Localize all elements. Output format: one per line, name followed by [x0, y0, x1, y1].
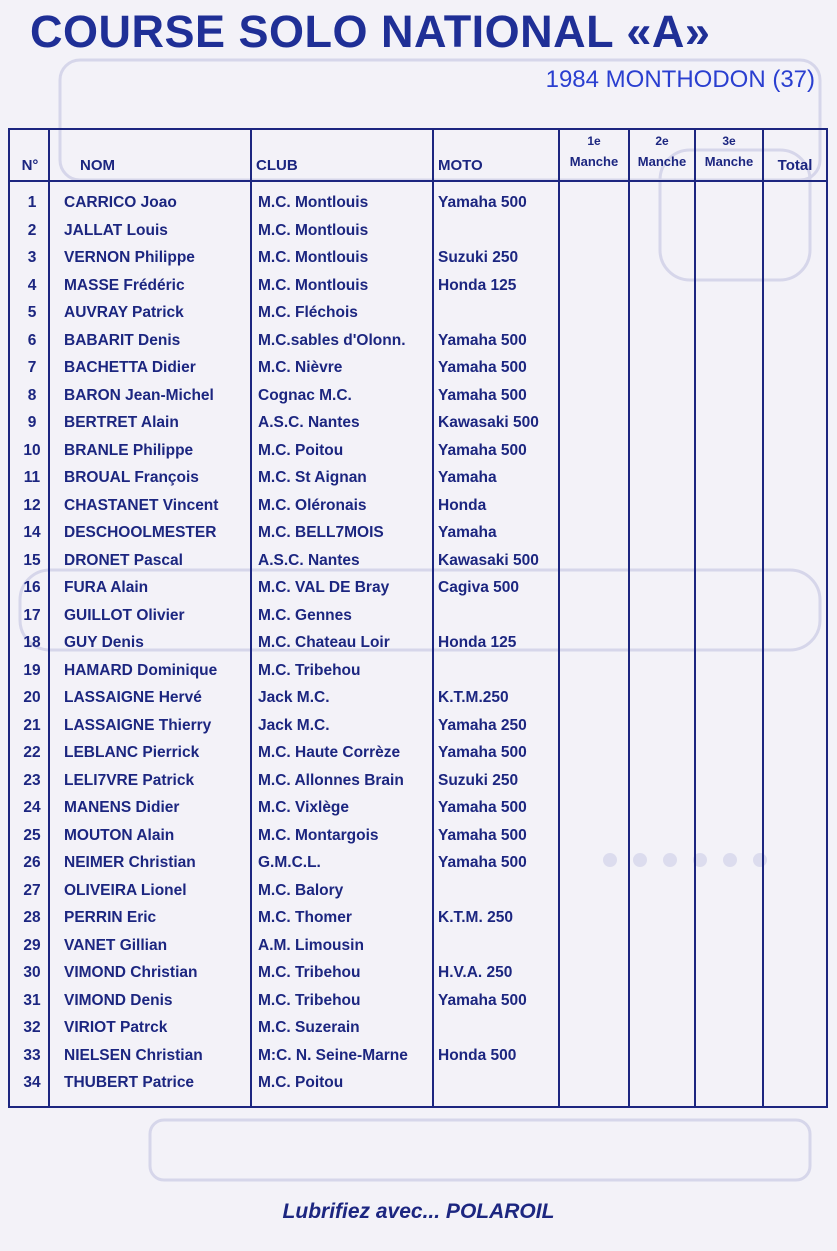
header-manche-3	[696, 130, 762, 180]
rider-name: CHASTANET Vincent	[64, 496, 219, 514]
rider-number: 31	[23, 991, 41, 1009]
rider-name: MANENS Didier	[64, 799, 180, 816]
table-row	[10, 988, 826, 1016]
rider-name: BACHETTA Didier	[64, 359, 196, 376]
rider-number: 28	[23, 909, 41, 926]
table-row	[10, 768, 826, 796]
rider-club: M.C. Tribehou	[258, 964, 361, 981]
rider-number: 34	[23, 1074, 41, 1091]
table-row	[10, 630, 826, 658]
rider-name: VANET Gillian	[64, 936, 168, 954]
rider-name: NEIMER Christian	[64, 854, 196, 871]
table-row	[10, 273, 826, 301]
header-divider	[10, 180, 826, 182]
table-row	[10, 328, 826, 356]
rider-number: 3	[27, 249, 37, 266]
manche-3-number: 3e	[722, 134, 736, 148]
rider-club: M.C. VAL DE Bray	[258, 579, 390, 596]
table-row	[10, 740, 826, 768]
rider-moto: Yamaha 250	[438, 716, 527, 734]
table-row	[10, 493, 826, 521]
table-row	[10, 520, 826, 548]
rider-number: 7	[27, 359, 37, 376]
table-row	[10, 960, 826, 988]
rider-club: M.C. BELL7MOIS	[258, 524, 384, 541]
rider-name: CARRICO Joao	[64, 194, 177, 211]
rider-club: Cognac M.C.	[258, 386, 352, 404]
rider-club: M.C. Oléronais	[258, 496, 367, 514]
header-moto: MOTO	[438, 157, 483, 174]
rider-number: 30	[23, 964, 41, 981]
rider-name: HAMARD Dominique	[64, 661, 218, 679]
rider-number: 17	[23, 606, 41, 624]
rider-club: M.C.sables d'Olonn.	[258, 331, 406, 349]
table-row	[10, 933, 826, 961]
rider-name: LELI7VRE Patrick	[64, 771, 195, 789]
rider-club: A.S.C. Nantes	[258, 414, 360, 431]
rider-club: M.C. Montargois	[258, 826, 379, 844]
header-num: N°	[21, 157, 39, 174]
rider-number: 23	[23, 771, 41, 789]
rider-club: M.C. Allonnes Brain	[258, 771, 404, 789]
rider-name: MASSE Frédéric	[64, 276, 185, 294]
rider-club: A.M. Limousin	[258, 936, 364, 954]
rider-name: NIELSEN Christian	[64, 1046, 203, 1064]
rider-moto: Yamaha 500	[438, 194, 527, 211]
rider-number: 8	[27, 386, 37, 404]
manche-2-label: Manche	[637, 154, 687, 169]
rider-number: 14	[23, 524, 41, 541]
rider-name: JALLAT Louis	[64, 221, 168, 239]
rider-number: 15	[23, 551, 41, 569]
table-row	[10, 658, 826, 686]
rider-moto: Suzuki 250	[438, 249, 519, 266]
rider-name: PERRIN Eric	[64, 909, 157, 926]
rider-club: M.C. Gennes	[258, 606, 352, 624]
rider-number: 24	[23, 799, 41, 816]
rider-number: 12	[23, 496, 41, 514]
table-row	[10, 850, 826, 878]
rider-moto: Yamaha 500	[438, 799, 527, 816]
rider-name: OLIVEIRA Lionel	[64, 881, 187, 899]
rider-number: 19	[23, 661, 41, 679]
table-row	[10, 410, 826, 438]
table-row	[10, 878, 826, 906]
rider-name: BABARIT Denis	[64, 331, 181, 349]
rider-moto: Yamaha 500	[438, 826, 527, 844]
rider-moto: Kawasaki 500	[438, 414, 539, 431]
rider-name: BROUAL François	[64, 469, 199, 486]
rider-club: M.C. Suzerain	[258, 1019, 360, 1036]
table-row	[10, 575, 826, 603]
rider-moto: Yamaha 500	[438, 854, 527, 871]
rider-club: M.C. Montlouis	[258, 221, 369, 239]
entry-table	[8, 128, 828, 1108]
table-row	[10, 823, 826, 851]
rider-club: M.C. Montlouis	[258, 276, 369, 294]
rider-moto: Yamaha 500	[438, 441, 527, 459]
rider-name: GUY Denis	[64, 634, 144, 651]
rider-name: BRANLE Philippe	[64, 441, 194, 459]
rider-moto: Cagiva 500	[438, 579, 519, 596]
table-row	[10, 1070, 826, 1098]
rider-moto: Yamaha	[438, 524, 497, 541]
rider-name: LASSAIGNE Hervé	[64, 689, 202, 706]
table-row	[10, 438, 826, 466]
rider-name: BARON Jean-Michel	[64, 386, 214, 404]
rider-moto: Honda 125	[438, 634, 517, 651]
table-row	[10, 300, 826, 328]
rider-number: 18	[23, 634, 41, 651]
rider-moto: Yamaha	[438, 469, 497, 486]
header-manche-2	[630, 130, 694, 180]
rider-club: M.C. Tribehou	[258, 991, 361, 1009]
rider-club: M.C. Montlouis	[258, 194, 369, 211]
manche-3-label: Manche	[704, 154, 754, 169]
rider-number: 29	[23, 936, 41, 954]
rider-moto: Honda	[438, 496, 487, 514]
rider-club: M.C. Chateau Loir	[258, 634, 390, 651]
rider-club: M.C. Nièvre	[258, 359, 343, 376]
rider-name: GUILLOT Olivier	[64, 606, 185, 624]
rider-club: M.C. Poitou	[258, 441, 344, 459]
rider-moto: Yamaha 500	[438, 386, 527, 404]
rider-number: 22	[23, 744, 41, 761]
rider-moto: H.V.A. 250	[438, 964, 513, 981]
table-row	[10, 383, 826, 411]
rider-club: G.M.C.L.	[258, 854, 321, 871]
header-nom: NOM	[80, 157, 115, 174]
page-title: COURSE SOLO NATIONAL «A»	[30, 6, 711, 57]
rider-number: 25	[23, 826, 41, 844]
rider-name: LEBLANC Pierrick	[64, 744, 200, 761]
rider-club: M.C. Thomer	[258, 909, 352, 926]
rider-number: 20	[23, 689, 41, 706]
event-subtitle: 1984 MONTHODON (37)	[545, 66, 815, 93]
rider-name: VIMOND Denis	[64, 991, 173, 1009]
rider-moto: Yamaha 500	[438, 359, 527, 376]
rider-name: DESCHOOLMESTER	[64, 524, 217, 541]
rider-club: M.C. Tribehou	[258, 661, 361, 679]
rider-number: 6	[27, 331, 37, 349]
rider-club: M.C. Vixlège	[258, 799, 350, 816]
rider-name: MOUTON Alain	[64, 826, 175, 844]
rider-number: 32	[23, 1019, 41, 1036]
header-club: CLUB	[256, 157, 298, 174]
rider-number: 4	[27, 276, 37, 294]
rider-club: M.C. Montlouis	[258, 249, 369, 266]
rider-club: Jack M.C.	[258, 689, 330, 706]
rider-moto: K.T.M. 250	[438, 909, 513, 926]
rider-number: 5	[27, 304, 37, 321]
table-row	[10, 218, 826, 246]
rider-club: M.C. Haute Corrèze	[258, 744, 401, 761]
rider-club: M.C. St Aignan	[258, 469, 367, 486]
rider-moto: Yamaha 500	[438, 331, 527, 349]
rider-number: 11	[23, 469, 41, 486]
rider-club: M.C. Balory	[258, 881, 344, 899]
rider-club: M.C. Poitou	[258, 1074, 344, 1091]
rider-moto: Kawasaki 500	[438, 551, 539, 569]
rider-number: 16	[23, 579, 41, 596]
manche-1-number: 1e	[587, 134, 601, 148]
table-row	[10, 190, 826, 218]
rider-name: THUBERT Patrice	[64, 1074, 195, 1091]
manche-2-number: 2e	[655, 134, 669, 148]
table-row	[10, 795, 826, 823]
rider-club: A.S.C. Nantes	[258, 551, 360, 569]
rider-number: 33	[23, 1046, 41, 1064]
rider-name: VIRIOT Patrck	[64, 1019, 168, 1036]
rider-club: M:C. N. Seine-Marne	[258, 1046, 408, 1064]
sponsor-footer: Lubrifiez avec... POLAROIL	[282, 1200, 555, 1223]
rider-name: FURA Alain	[64, 579, 149, 596]
table-row	[10, 905, 826, 933]
table-row	[10, 1043, 826, 1071]
rider-moto: Honda 125	[438, 276, 517, 294]
rider-number: 26	[23, 854, 41, 871]
rider-moto: Yamaha 500	[438, 991, 527, 1009]
header-total: Total	[777, 157, 813, 174]
rider-name: VIMOND Christian	[64, 964, 198, 981]
table-row	[10, 685, 826, 713]
rider-club: Jack M.C.	[258, 716, 330, 734]
rider-moto: Yamaha 500	[438, 744, 527, 761]
table-row	[10, 603, 826, 631]
rider-number: 21	[23, 716, 41, 734]
rider-moto: Suzuki 250	[438, 771, 519, 789]
rider-number: 10	[23, 441, 41, 459]
rider-name: VERNON Philippe	[64, 249, 195, 266]
rider-name: LASSAIGNE Thierry	[64, 716, 212, 734]
table-row	[10, 245, 826, 273]
rider-name: BERTRET Alain	[64, 414, 179, 431]
table-row	[10, 1015, 826, 1043]
header-manche-1	[560, 130, 628, 180]
rider-club: M.C. Fléchois	[258, 304, 358, 321]
table-row	[10, 465, 826, 493]
table-row	[10, 548, 826, 576]
rider-moto: K.T.M.250	[438, 689, 509, 706]
rider-number: 27	[23, 881, 41, 899]
rider-number: 9	[27, 414, 37, 431]
manche-1-label: Manche	[569, 154, 619, 169]
table-row	[10, 713, 826, 741]
rider-number: 2	[27, 221, 37, 239]
rider-moto: Honda 500	[438, 1046, 517, 1064]
rider-name: DRONET Pascal	[64, 551, 183, 569]
rider-name: AUVRAY Patrick	[64, 304, 184, 321]
table-row	[10, 355, 826, 383]
rider-number: 1	[27, 194, 37, 211]
